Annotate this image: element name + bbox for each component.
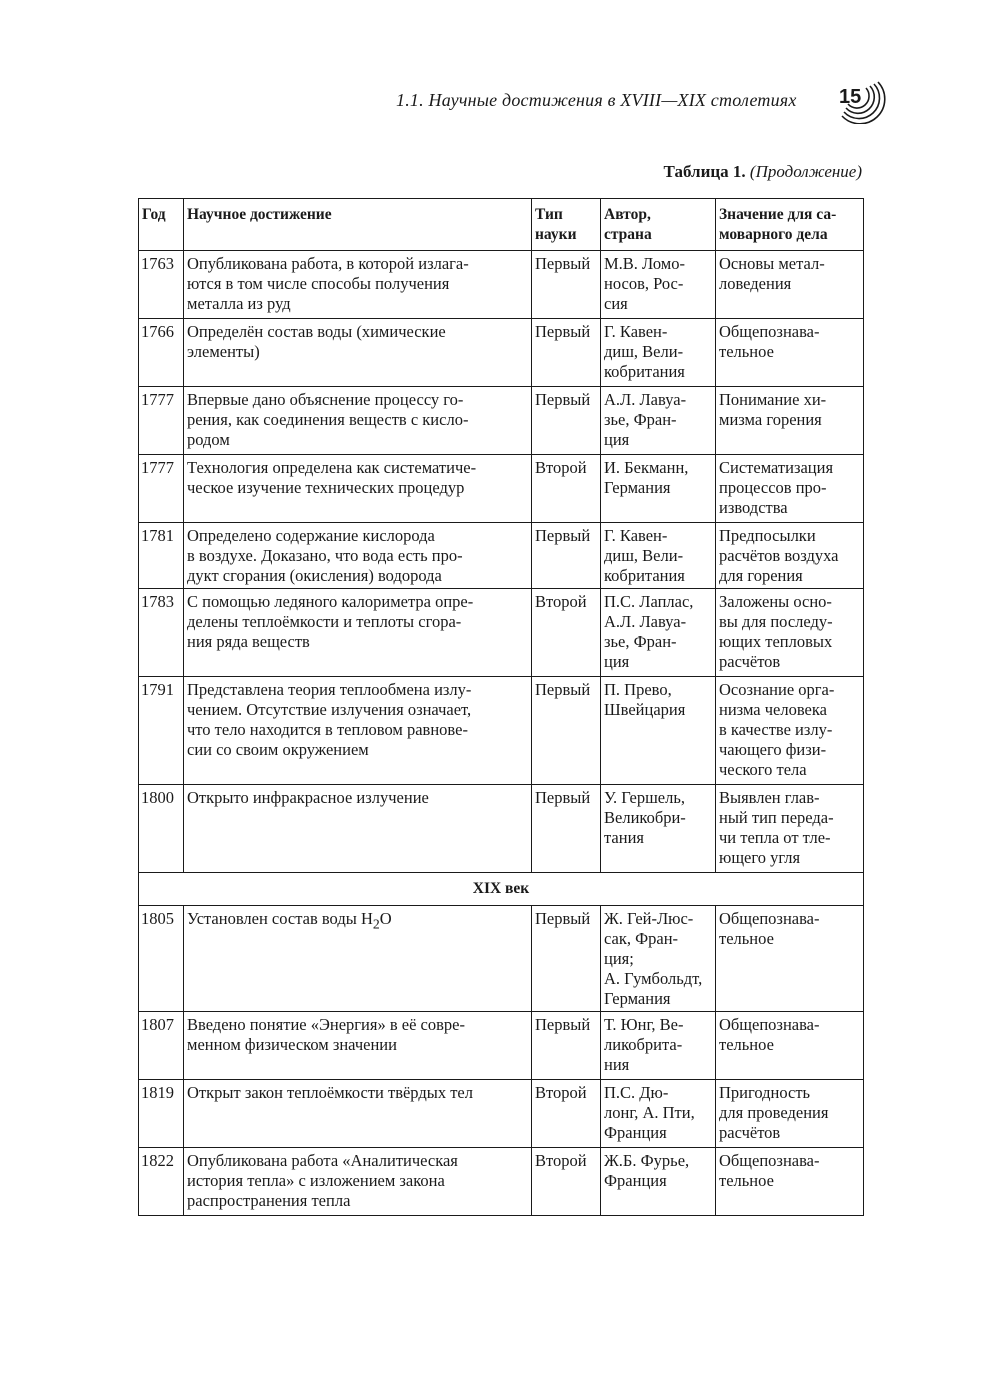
header-type: Тип науки: [532, 199, 601, 251]
cell-author: Т. Юнг, Ве- ликобрита- ния: [601, 1012, 716, 1080]
cell-type: Первый: [532, 387, 601, 455]
table-row: [139, 523, 864, 589]
header-author: Автор, страна: [601, 199, 716, 251]
cell-year: 1766: [139, 319, 184, 387]
table-caption: [664, 162, 862, 182]
cell-achievement: Технология определена как систематиче- ческое изучение технических процедур: [184, 455, 532, 523]
table-row: [139, 455, 864, 523]
cell-type: Второй: [532, 1080, 601, 1148]
table-row: [139, 387, 864, 455]
cell-year: 1763: [139, 251, 184, 319]
page-number-badge: [834, 72, 886, 124]
table-row: [139, 906, 864, 1012]
century-divider-row: [139, 873, 864, 906]
cell-achievement: Открыт закон теплоёмкости твёрдых тел: [184, 1080, 532, 1148]
cell-meaning: Предпосылки расчётов воздуха для горения: [716, 523, 864, 589]
cell-achievement: Опубликована работа, в которой излага- ются в том числе способы получения металла из руд: [184, 251, 532, 319]
running-title: 1.1. Научные достижения в XVIII—XIX столетиях: [396, 90, 797, 110]
cell-year: 1791: [139, 677, 184, 785]
cell-achievement: [184, 906, 532, 1012]
table-caption-note: (Продолжение): [749, 162, 862, 181]
cell-year: 1777: [139, 455, 184, 523]
cell-type: Первый: [532, 319, 601, 387]
cell-year: 1781: [139, 523, 184, 589]
table-row: [139, 785, 864, 873]
cell-author: П. Прево, Швейцария: [601, 677, 716, 785]
cell-meaning: Общепознава- тельное: [716, 319, 864, 387]
cell-meaning: Заложены осно- вы для последу- ющих тепловых расчётов: [716, 589, 864, 677]
header-meaning: Значение для са- моварного дела: [716, 199, 864, 251]
cell-author: Ж. Гей-Люс- сак, Фран- ция; А. Гумбольдт, Германия: [601, 906, 716, 1012]
header-year: Год: [139, 199, 184, 251]
table-row: [139, 1012, 864, 1080]
cell-meaning: Общепознава- тельное: [716, 1012, 864, 1080]
table-caption-label: Таблица 1.: [663, 162, 746, 181]
cell-author: А.Л. Лавуа- зье, Фран- ция: [601, 387, 716, 455]
table-row: [139, 1148, 864, 1216]
cell-type: Второй: [532, 589, 601, 677]
cell-type: Первый: [532, 523, 601, 589]
cell-meaning: Общепознава- тельное: [716, 1148, 864, 1216]
cell-author: Г. Кавен- диш, Вели- кобритания: [601, 523, 716, 589]
cell-type: Первый: [532, 1012, 601, 1080]
cell-type: Первый: [532, 906, 601, 1012]
cell-year: 1805: [139, 906, 184, 1012]
cell-meaning: Осознание орга- низма человека в качестве излу- чающего физи- ческого тела: [716, 677, 864, 785]
cell-achievement: Представлена теория теплообмена излу- чением. Отсутствие излучения означает, что тело находится в тепловом равнове- сии со своим окружением: [184, 677, 532, 785]
cell-type: Второй: [532, 1148, 601, 1216]
cell-type: Первый: [532, 785, 601, 873]
cell-year: 1777: [139, 387, 184, 455]
page-number: 15: [839, 86, 862, 108]
cell-year: 1807: [139, 1012, 184, 1080]
cell-achievement: С помощью ледяного калориметра опре- делены теплоёмкости и теплоты сгора- ния ряда веществ: [184, 589, 532, 677]
cell-meaning: Общепознава- тельное: [716, 906, 864, 1012]
cell-year: 1822: [139, 1148, 184, 1216]
cell-year: 1819: [139, 1080, 184, 1148]
cell-achievement: Открыто инфракрасное излучение: [184, 785, 532, 873]
cell-author: Г. Кавен- диш, Вели- кобритания: [601, 319, 716, 387]
table-body-19th-century: [139, 1012, 864, 1216]
cell-meaning: Систематизация процессов про- изводства: [716, 455, 864, 523]
formula-subscript: 2: [372, 916, 380, 932]
cell-author: И. Бекманн, Германия: [601, 455, 716, 523]
cell-year: 1800: [139, 785, 184, 873]
cell-achievement: Определено содержание кислорода в воздухе. Доказано, что вода есть про- дукт сгорания (окисления) водорода: [184, 523, 532, 589]
table-row: [139, 589, 864, 677]
cell-meaning: Пригодность для проведения расчётов: [716, 1080, 864, 1148]
cell-author: У. Гершель, Великобри- тания: [601, 785, 716, 873]
achievements-table: [138, 198, 864, 1216]
century-label: XIX век: [139, 873, 864, 906]
cell-type: Первый: [532, 677, 601, 785]
cell-achievement: Впервые дано объяснение процессу го- рения, как соединения веществ с кисло- родом: [184, 387, 532, 455]
cell-meaning: Основы метал- ловедения: [716, 251, 864, 319]
table-row: [139, 677, 864, 785]
cell-year: 1783: [139, 589, 184, 677]
cell-author: П.С. Лаплас, А.Л. Лавуа- зье, Фран- ция: [601, 589, 716, 677]
cell-author: М.В. Ломо- носов, Рос- сия: [601, 251, 716, 319]
table-row: [139, 1080, 864, 1148]
header-achievement: Научное достижение: [184, 199, 532, 251]
formula-prefix: Установлен состав воды H: [187, 909, 373, 928]
cell-type: Второй: [532, 455, 601, 523]
cell-achievement: Опубликована работа «Аналитическая история тепла» с изложением закона распространения тепла: [184, 1148, 532, 1216]
table-body-18th-century: [139, 251, 864, 873]
formula-suffix: O: [379, 909, 392, 928]
cell-meaning: Понимание хи- мизма горения: [716, 387, 864, 455]
table-header-row: [139, 199, 864, 251]
cell-achievement: Определён состав воды (химические элементы): [184, 319, 532, 387]
table-row: [139, 251, 864, 319]
cell-meaning: Выявлен глав- ный тип переда- чи тепла от тле- ющего угля: [716, 785, 864, 873]
cell-author: П.С. Дю- лонг, А. Пти, Франция: [601, 1080, 716, 1148]
table-row: [139, 319, 864, 387]
cell-achievement: Введено понятие «Энергия» в её совре- менном физическом значении: [184, 1012, 532, 1080]
cell-author: Ж.Б. Фурье, Франция: [601, 1148, 716, 1216]
cell-type: Первый: [532, 251, 601, 319]
